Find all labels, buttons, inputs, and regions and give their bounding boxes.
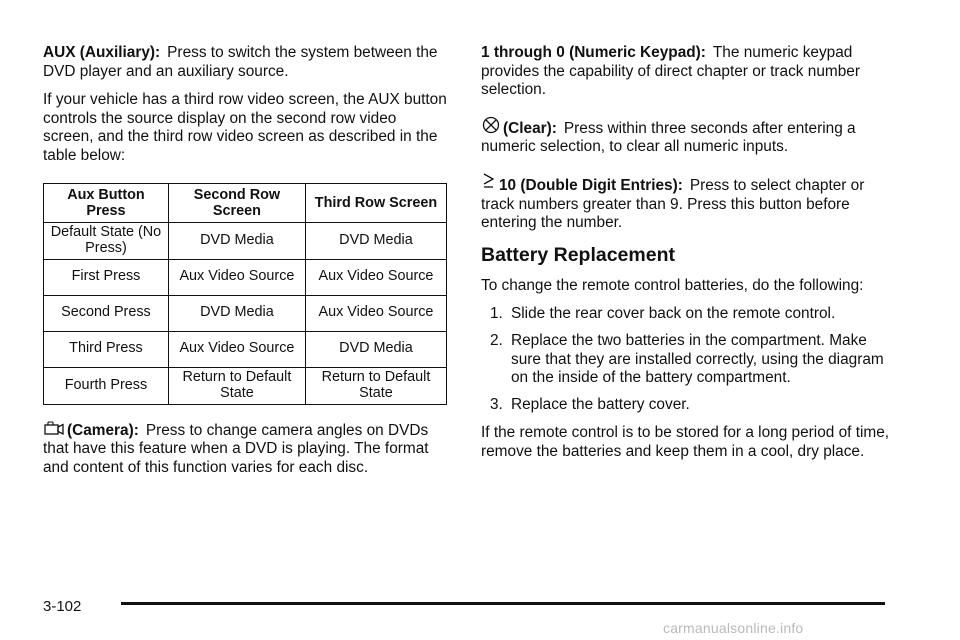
table-row xyxy=(44,367,447,404)
clear-icon xyxy=(481,116,501,134)
keypad-paragraph xyxy=(481,44,896,100)
table-cell: Aux Video Source xyxy=(305,295,446,331)
table-row xyxy=(44,295,447,331)
table-cell: First Press xyxy=(44,259,169,295)
aux-paragraph xyxy=(43,44,448,81)
camera-text: Press to change camera angles on DVDs that have this feature when a DVD is playing. The format and content of this function varies for each disc. xyxy=(43,421,429,476)
double-digit-icon xyxy=(481,171,497,191)
step-number: 3. xyxy=(490,395,503,413)
table-row xyxy=(44,222,447,259)
battery-storage: If the remote control is to be stored for a long period of time, remove the batteries and keep them in a cool, dry place. xyxy=(481,424,890,460)
keypad-term: 1 through 0 (Numeric Keypad): xyxy=(481,44,706,61)
clear-paragraph xyxy=(481,116,896,157)
page-number: 3-102 xyxy=(43,598,82,615)
step-text: Replace the two batteries in the compartment. Make sure that they are installed correctly, using the diagram on the inside of the battery compartment. xyxy=(511,331,884,387)
table-cell: Return to Default State xyxy=(305,367,446,404)
keypad-text: The numeric keypad provides the capability of direct chapter or track number selection. xyxy=(481,44,860,99)
list-item xyxy=(481,332,896,388)
battery-intro: To change the remote control batteries, do the following: xyxy=(481,276,864,294)
table-cell: DVD Media xyxy=(168,295,305,331)
table-row xyxy=(44,259,447,295)
step-number: 1. xyxy=(490,305,503,323)
table-header-cell: Second Row Screen xyxy=(168,183,305,222)
table-cell: Third Press xyxy=(44,331,169,367)
table-cell: DVD Media xyxy=(168,222,305,259)
footer-rule xyxy=(121,602,885,605)
left-column xyxy=(43,44,448,487)
table-cell: Default State (No Press) xyxy=(44,222,169,259)
table-header-cell: Third Row Screen xyxy=(305,183,446,222)
double-digit-term: 10 (Double Digit Entries): xyxy=(499,176,683,194)
table-cell: Aux Video Source xyxy=(168,259,305,295)
camera-paragraph xyxy=(43,419,448,478)
double-digit-paragraph xyxy=(481,171,896,233)
table-cell: Aux Video Source xyxy=(168,331,305,367)
right-column xyxy=(481,44,896,472)
watermark: carmanualsonline.info xyxy=(663,620,804,636)
list-item xyxy=(481,396,896,415)
clear-text: Press within three seconds after entering a numeric selection, to clear all numeric inputs. xyxy=(481,119,856,156)
battery-heading: Battery Replacement xyxy=(481,243,675,266)
camera-term: (Camera): xyxy=(67,421,139,439)
clear-term: (Clear): xyxy=(503,119,557,137)
table-header-row xyxy=(44,183,447,222)
table-cell: Aux Video Source xyxy=(305,259,446,295)
table-cell: Fourth Press xyxy=(44,367,169,404)
aux-source-table xyxy=(43,183,447,405)
double-digit-text: Press to select chapter or track numbers greater than 9. Press this button before entering the number. xyxy=(481,176,865,232)
aux-text: Press to switch the system between the DVD player and an auxiliary source. xyxy=(43,44,438,80)
list-item xyxy=(481,305,896,324)
table-cell: Second Press xyxy=(44,295,169,331)
table-cell: DVD Media xyxy=(305,222,446,259)
table-row xyxy=(44,331,447,367)
step-number: 2. xyxy=(490,331,503,349)
step-text: Replace the battery cover. xyxy=(511,395,690,413)
battery-steps xyxy=(481,305,896,414)
table-header-cell: Aux Button Press xyxy=(44,183,169,222)
table-cell: Return to Default State xyxy=(168,367,305,404)
aux-term: AUX (Auxiliary): xyxy=(43,44,161,61)
camera-icon xyxy=(43,419,65,436)
third-row-intro: If your vehicle has a third row video screen, the AUX button controls the source display on the second row video screen, and the third row video screen as described in the table below: xyxy=(43,91,447,164)
step-text: Slide the rear cover back on the remote control. xyxy=(511,305,836,323)
table-cell: DVD Media xyxy=(305,331,446,367)
